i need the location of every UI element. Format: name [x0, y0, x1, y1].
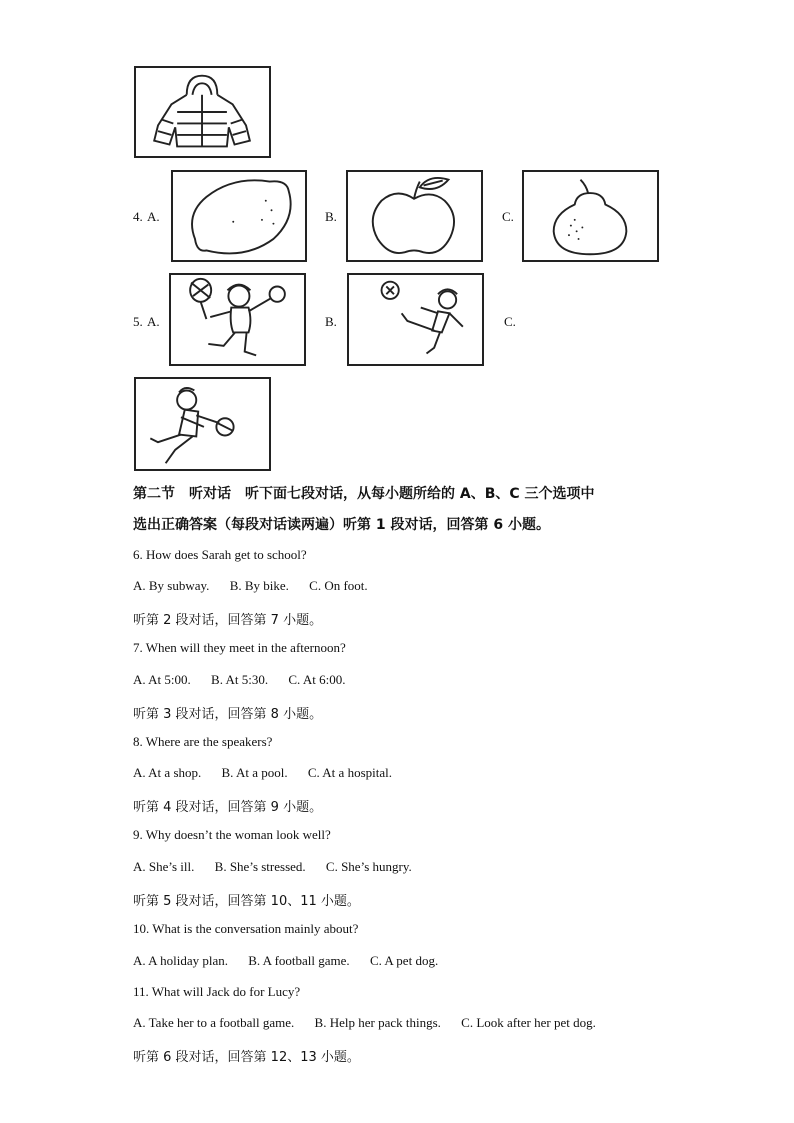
- q5-option-a-label: A.: [147, 314, 160, 329]
- q11-options: [133, 1015, 596, 1031]
- q11-question: 11. What will Jack do for Lucy?: [133, 984, 301, 999]
- q11-option-b[interactable]: B. Help her pack things.: [314, 1015, 441, 1030]
- q7-option-a[interactable]: A. At 5:00.: [133, 672, 191, 687]
- q9-option-c[interactable]: C. She’s hungry.: [325, 859, 412, 874]
- q6-options: [133, 578, 368, 594]
- q8-option-a[interactable]: A. At a shop.: [133, 765, 202, 780]
- lemon-icon: [173, 172, 305, 260]
- pear-icon: [524, 172, 657, 260]
- q8-option-c[interactable]: C. At a hospital.: [307, 765, 392, 780]
- q9-options: [133, 859, 412, 875]
- q4-option-b-picture[interactable]: [346, 170, 483, 262]
- q6-option-b[interactable]: B. By bike.: [229, 578, 289, 593]
- q5-option-a-picture[interactable]: [169, 273, 306, 366]
- q4-option-c-picture[interactable]: [522, 170, 659, 262]
- section-heading-line2: 选出正确答案（每段对话读两遍）听第 1 段对话，回答第 6 小题。: [133, 517, 550, 533]
- instruction-q7: 听第 2 段对话，回答第 7 小题。: [133, 613, 323, 628]
- q10-option-b[interactable]: B. A football game.: [248, 953, 350, 968]
- q8-options: [133, 765, 392, 781]
- q9-option-b[interactable]: B. She’s stressed.: [214, 859, 306, 874]
- q4-option-a-label: A.: [147, 209, 160, 224]
- instruction-q9: 听第 4 段对话，回答第 9 小题。: [133, 800, 323, 815]
- q6-option-c[interactable]: C. On foot.: [309, 578, 368, 593]
- q10-option-c[interactable]: C. A pet dog.: [369, 953, 439, 968]
- q10-option-a[interactable]: A. A holiday plan.: [133, 953, 228, 968]
- q4-option-b-label: B.: [325, 209, 337, 224]
- q5-option-c-picture[interactable]: [134, 377, 271, 471]
- q10-options: [133, 953, 438, 969]
- q9-option-a[interactable]: A. She’s ill.: [133, 859, 195, 874]
- jacket-icon: [136, 68, 269, 156]
- q4-option-a-picture[interactable]: [171, 170, 307, 262]
- q4-option-c-label: C.: [502, 209, 514, 224]
- q4-number: 4.: [133, 209, 143, 224]
- q6-question: 6. How does Sarah get to school?: [133, 547, 307, 562]
- instruction-q8: 听第 3 段对话，回答第 8 小题。: [133, 707, 323, 722]
- q5-option-b-label: B.: [325, 314, 337, 329]
- q11-option-a[interactable]: A. Take her to a football game.: [133, 1015, 295, 1030]
- q8-question: 8. Where are the speakers?: [133, 734, 273, 749]
- q9-question: 9. Why doesn’t the woman look well?: [133, 827, 331, 842]
- q8-option-b[interactable]: B. At a pool.: [221, 765, 288, 780]
- football-player-icon: [349, 275, 482, 364]
- q7-question: 7. When will they meet in the afternoon?: [133, 640, 346, 655]
- q5-number: 5.: [133, 314, 143, 329]
- tennis-player-icon: [171, 275, 304, 364]
- q10-question: 10. What is the conversation mainly about?: [133, 921, 359, 936]
- instruction-q12-13: 听第 6 段对话，回答第 12、13 小题。: [133, 1050, 360, 1065]
- q11-option-c[interactable]: C. Look after her pet dog.: [461, 1015, 596, 1030]
- q7-option-b[interactable]: B. At 5:30.: [211, 672, 269, 687]
- jacket-picture: [134, 66, 271, 158]
- q7-option-c[interactable]: C. At 6:00.: [288, 672, 346, 687]
- q5-option-b-picture[interactable]: [347, 273, 484, 366]
- apple-icon: [348, 172, 481, 260]
- q6-option-a[interactable]: A. By subway.: [133, 578, 210, 593]
- q5-option-c-label: C.: [504, 314, 516, 329]
- section-heading-line1: 第二节 听对话 听下面七段对话，从每小题所给的 A、B、C 三个选项中: [133, 486, 595, 502]
- instruction-q10-11: 听第 5 段对话，回答第 10、11 小题。: [133, 894, 360, 909]
- q7-options: [133, 672, 345, 688]
- basketball-player-icon: [136, 379, 269, 469]
